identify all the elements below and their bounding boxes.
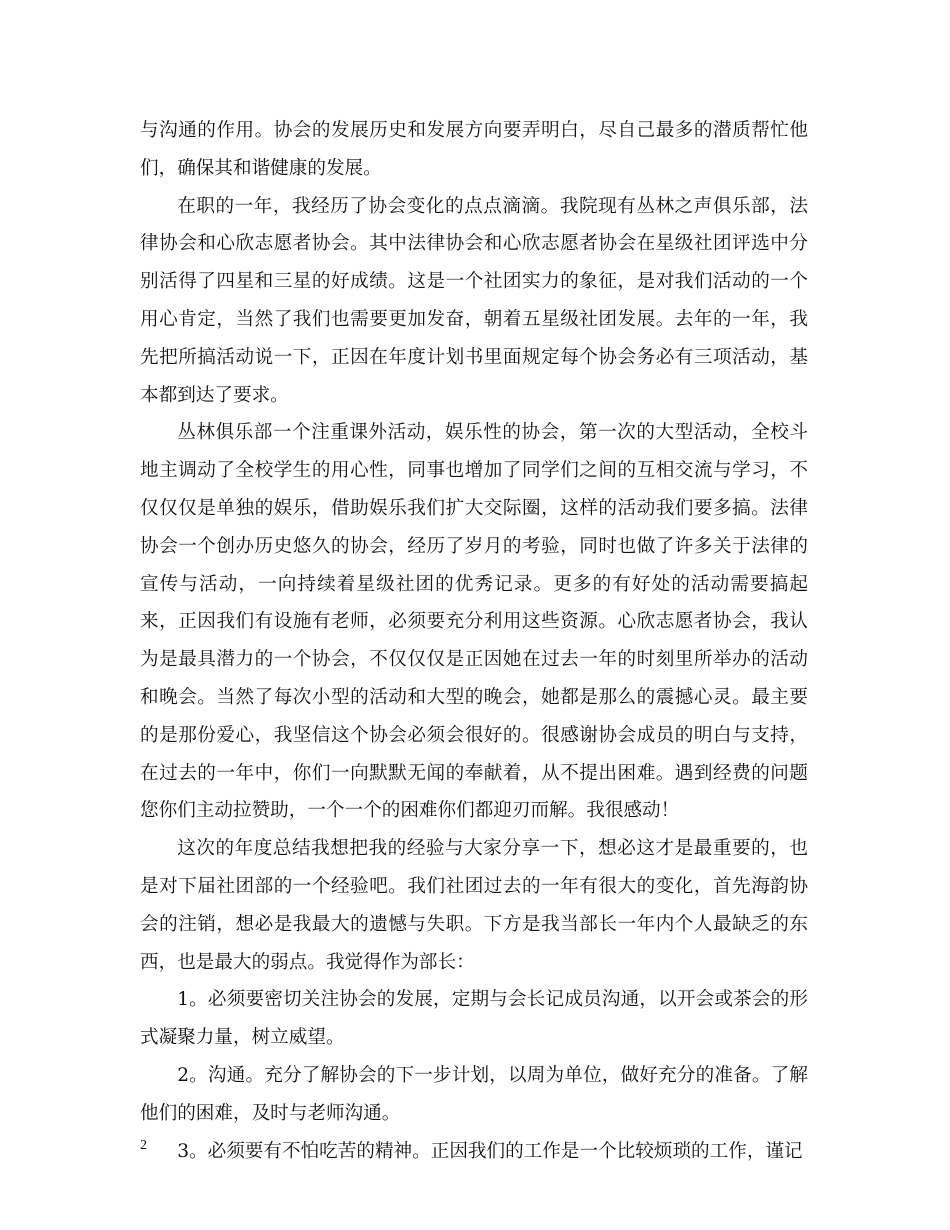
paragraph: 2。沟通。充分了解协会的下一步计划，以周为单位，做好充分的准备。了解他们的困难，及时与老师沟通。: [140, 1064, 808, 1124]
paragraph: 与沟通的作用。协会的发展历史和发展方向要弄明白，尽自己最多的潜质帮忙他们，确保其和谐健康的发展。: [140, 120, 808, 179]
paragraph: 丛林俱乐部一个注重课外活动，娱乐性的协会，第一次的大型活动，全校斗地主调动了全校学生的用心性，同事也增加了同学们之间的互相交流与学习，不仅仅仅是单独的娱乐，借助娱乐我们扩大交际圈，这样的活动我们要多搞。法律协会一个创办历史悠久的协会，经历了岁月的考验，同时也做了许多关于法律的宣传与活动，一向持续着星级社团的优秀记录。更多的有好处的活动需要搞起来，正因我们有设施有老师，必须要充分利用这些资源。心欣志愿者协会，我认为是最具潜力的一个协会，不仅仅仅是正因她在过去一年的时刻里所举办的活动和晚会。当然了每次小型的活动和大型的晚会，她都是那么的震撼心灵。最主要的是那份爱心，我坚信这个协会必须会很好的。很感谢协会成员的明白与支持，在过去的一年中，你们一向默默无闻的奉献着，从不提出困难。遇到经费的问题您你们主动拉赞助，一个一个的困难你们都迎刃而解。我很感动！: [140, 422, 808, 822]
body-text: [140, 112, 808, 1170]
paragraph: 1。必须要密切关注协会的发展，定期与会长记成员沟通，以开会或茶会的形式凝聚力量，树立威望。: [140, 989, 808, 1049]
paragraph: 在职的一年，我经历了协会变化的点点滴滴。我院现有丛林之声俱乐部，法律协会和心欣志愿者协会。其中法律协会和心欣志愿者协会在星级社团评选中分别活得了四星和三星的好成绩。这是一个社团实力的象征，是对我们活动的一个用心肯定，当然了我们也需要更加发奋，朝着五星级社团发展。去年的一年，我先把所搞活动说一下，正因在年度计划书里面规定每个协会务必有三项活动，基本都到达了要求。: [140, 195, 808, 406]
page-number: 2: [140, 1138, 147, 1153]
paragraph: 3。必须要有不怕吃苦的精神。正因我们的工作是一个比较烦琐的工作，谨记: [177, 1140, 803, 1162]
paragraph: 这次的年度总结我想把我的经验与大家分享一下，想必这才是最重要的，也是对下届社团部的一个经验吧。我们社团过去的一年有很大的变化，首先海韵协会的注销，想必是我最大的遗憾与失职。下方是我当部长一年内个人最缺乏的东西，也是最大的弱点。我觉得作为部长：: [140, 838, 808, 973]
